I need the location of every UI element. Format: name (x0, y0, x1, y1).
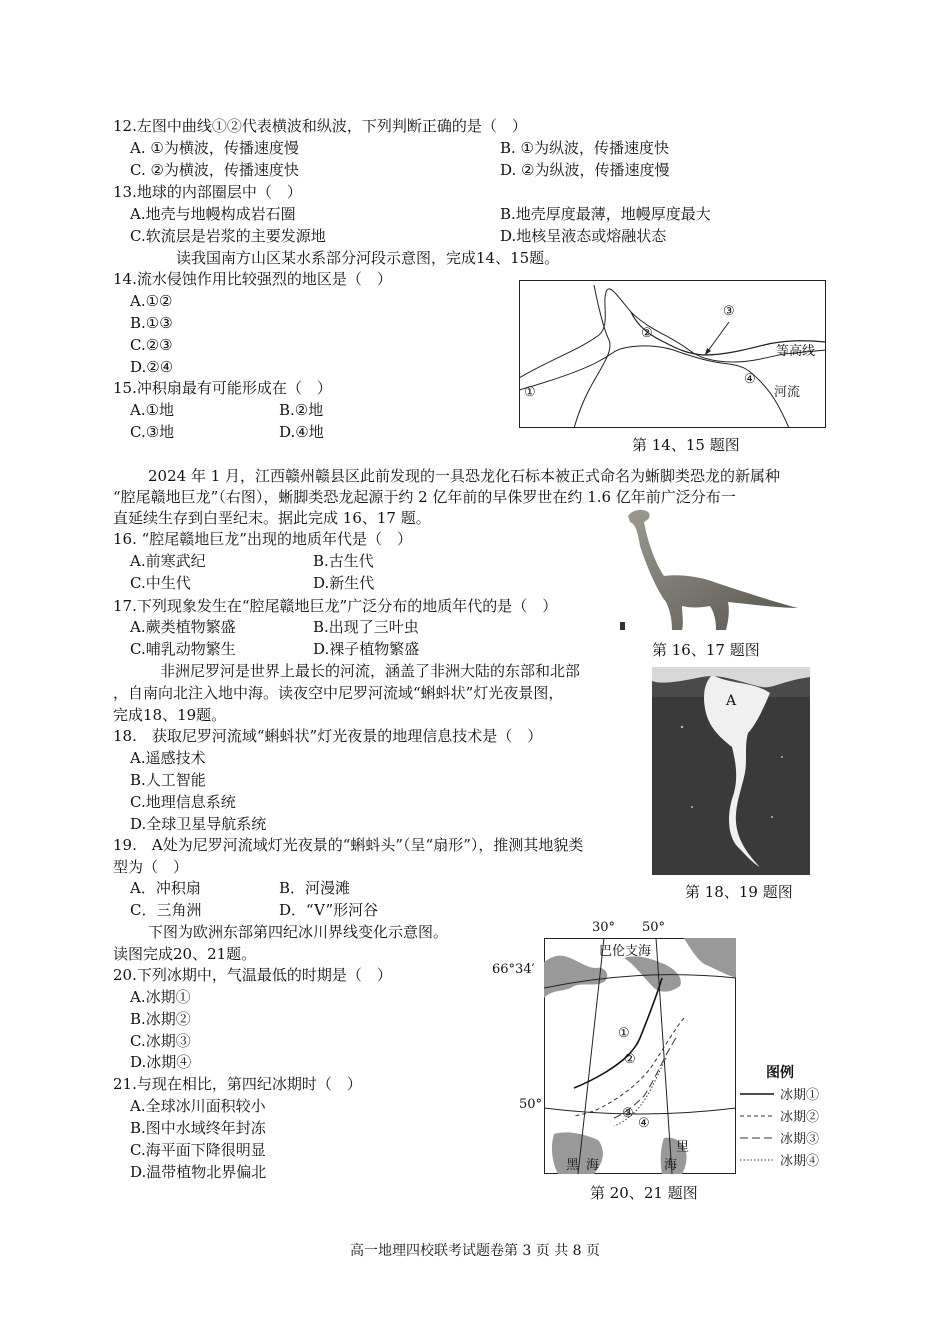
river-marker-4: ④ (744, 372, 756, 387)
q19-stem-line2: 型为（ ） (113, 858, 189, 876)
q20-stem: 20.下列冰期中，气温最低的时期是（ ） (113, 966, 392, 984)
river-caption: 第 14、15 题图 (632, 436, 740, 454)
q12-option-d: D. ②为纵波，传播速度慢 (500, 161, 670, 179)
nile-night-figure (652, 667, 810, 875)
nile-caption: 第 18、19 题图 (685, 883, 793, 901)
glacier-legend-item-2 (740, 1106, 819, 1125)
q13-option-a: A.地壳与地幔构成岩石圈 (130, 205, 296, 223)
glacier-lon-50: 50° (642, 920, 666, 935)
q21-option-a: A.全球冰川面积较小 (130, 1097, 266, 1115)
glacier-marker-2: ② (624, 1052, 636, 1067)
q17-option-a: A.蕨类植物繁盛 (130, 618, 236, 636)
q15-option-a: A.①地 (130, 401, 175, 419)
q20-option-c: C.冰期③ (130, 1032, 191, 1050)
q20-option-a: A.冰期① (130, 988, 191, 1006)
q13-option-c: C.软流层是岩浆的主要发源地 (130, 227, 326, 245)
river-marker-1: ① (524, 385, 536, 400)
dinosaur-caption: 第 16、17 题图 (652, 641, 760, 659)
nile-label-a: A (726, 693, 737, 709)
q21-option-c: C.海平面下降很明显 (130, 1141, 266, 1159)
q14-option-b: B.①③ (130, 314, 173, 332)
q13-stem: 13.地球的内部圈层中（ ） (113, 183, 302, 201)
q14-option-c: C.②③ (130, 336, 173, 354)
dinosaur-illustration (618, 504, 800, 632)
glacier-legend-label-1: 冰期① (780, 1088, 820, 1103)
q19-option-c: C．三角洲 (130, 901, 202, 919)
legend-solid-line-icon (740, 1090, 774, 1098)
q16-option-d: D.新生代 (313, 574, 375, 592)
q19-option-d: D．“V”形河谷 (279, 901, 379, 919)
q12-option-b: B. ①为纵波，传播速度快 (500, 139, 670, 157)
q18-option-c: C.地理信息系统 (130, 793, 236, 811)
glacier-label-caspian-1: 里 (676, 1140, 690, 1155)
glacier-lat-66: 66°34′ (492, 962, 535, 977)
glacier-label-black-2: 海 (586, 1158, 600, 1173)
glacier-label-barents: 巴伦支海 (599, 944, 652, 959)
q18-option-a: A.遥感技术 (130, 749, 206, 767)
q13-option-b: B.地壳厚度最薄，地幔厚度最大 (500, 205, 711, 223)
q19-stem-line1: 19. A处为尼罗河流域灯光夜景的“蝌蚪头”（呈“扇形”），推测其地貌类 (113, 836, 584, 854)
intro-18-19-line1: 非洲尼罗河是世界上最长的河流，涵盖了非洲大陆的东部和北部 (160, 662, 581, 680)
intro-20-21-line2: 读图完成20、21题。 (113, 945, 257, 963)
page-footer: 高一地理四校联考试题卷第 3 页 共 8 页 (349, 1243, 601, 1259)
q14-option-a: A.①② (130, 292, 173, 310)
q17-option-c: C.哺乳动物繁生 (130, 640, 236, 658)
glacier-legend-item-4 (740, 1150, 819, 1169)
glacier-legend-item-1 (740, 1084, 819, 1103)
q21-option-d: D.温带植物北界偏北 (130, 1163, 267, 1181)
q16-stem: 16. “腔尾赣地巨龙”出现的地质年代是（ ） (113, 530, 412, 548)
river-figure (519, 280, 826, 428)
q18-stem: 18. 获取尼罗河流域“蝌蚪状”灯光夜景的地理信息技术是（ ） (113, 727, 543, 745)
q12-stem: 12.左图中曲线①②代表横波和纵波，下列判断正确的是（ ） (113, 117, 527, 135)
q17-stem: 17.下列现象发生在“腔尾赣地巨龙”广泛分布的地质年代的是（ ） (113, 597, 558, 615)
q15-stem: 15.冲积扇最有可能形成在（ ） (113, 379, 332, 397)
q12-option-a: A. ①为横波，传播速度慢 (130, 139, 299, 157)
glacier-lat-50: 50° (519, 1097, 543, 1112)
q14-option-d: D.②④ (130, 358, 174, 376)
river-label: 河流 (774, 385, 801, 400)
q15-option-c: C.③地 (130, 423, 175, 441)
q15-option-b: B.②地 (279, 401, 324, 419)
q18-option-d: D.全球卫星导航系统 (130, 815, 267, 833)
legend-dotted-line-icon (740, 1156, 774, 1164)
glacier-map-figure (544, 938, 736, 1174)
glacier-legend-label-3: 冰期③ (780, 1132, 820, 1147)
q21-stem: 21.与现在相比，第四纪冰期时（ ） (113, 1075, 362, 1093)
q16-option-a: A.前寒武纪 (130, 552, 206, 570)
glacier-lon-30: 30° (592, 920, 616, 935)
q14-stem: 14.流水侵蚀作用比较强烈的地区是（ ） (113, 270, 392, 288)
glacier-marker-1: ① (618, 1026, 630, 1041)
legend-long-dash-line-icon (740, 1134, 774, 1142)
q15-option-d: D.④地 (279, 423, 324, 441)
intro-16-17-line3: 直延续生存到白垩纪末。据此完成 16、17 题。 (113, 509, 431, 527)
q21-option-b: B.图中水域终年封冻 (130, 1119, 266, 1137)
glacier-legend-label-2: 冰期② (780, 1110, 820, 1125)
glacier-legend-item-3 (740, 1128, 819, 1147)
glacier-marker-4: ④ (638, 1116, 650, 1131)
intro-18-19-line2: ，自南向北注入地中海。读夜空中尼罗河流域“蝌蚪状”灯光夜景图， (113, 684, 564, 702)
q16-option-b: B.古生代 (313, 552, 374, 570)
glacier-label-caspian-2: 海 (664, 1158, 678, 1173)
river-marker-2: ② (641, 326, 653, 341)
q16-option-c: C.中生代 (130, 574, 191, 592)
intro-16-17-line2: “腔尾赣地巨龙”（右图），蜥脚类恐龙起源于约 2 亿年前的早侏罗世在约 1.6 亿年前广泛分布一 (113, 488, 736, 506)
q17-option-b: B.出现了三叶虫 (313, 618, 419, 636)
contour-label: 等高线 (776, 344, 816, 359)
q17-option-d: D.裸子植物繁盛 (313, 640, 420, 658)
intro-20-21-line1: 下图为欧洲东部第四纪冰川界线变化示意图。 (148, 923, 449, 941)
intro-16-17-line1: 2024 年 1 月，江西赣州赣县区此前发现的一具恐龙化石标本被正式命名为蜥脚类恐龙的新属种 (148, 467, 781, 485)
q20-option-b: B.冰期② (130, 1010, 191, 1028)
glacier-label-black-1: 黑 (566, 1158, 580, 1173)
glacier-caption: 第 20、21 题图 (590, 1184, 698, 1202)
river-marker-3: ③ (723, 304, 735, 319)
q18-option-b: B.人工智能 (130, 771, 206, 789)
q20-option-d: D.冰期④ (130, 1053, 192, 1071)
q12-option-c: C. ②为横波，传播速度快 (130, 161, 299, 179)
intro-14-15: 读我国南方山区某水系部分河段示意图，完成14、15题。 (176, 249, 560, 267)
legend-dashed-line-icon (740, 1112, 774, 1120)
q19-option-b: B．河漫滩 (279, 879, 351, 897)
dinosaur-figure (618, 504, 800, 632)
glacier-legend-title: 图例 (766, 1065, 794, 1081)
glacier-map (544, 938, 736, 1174)
glacier-legend-label-4: 冰期④ (780, 1154, 820, 1169)
glacier-marker-3: ③ (622, 1106, 634, 1121)
q19-option-a: A．冲积扇 (130, 879, 201, 897)
q13-option-d: D.地核呈液态或熔融状态 (500, 227, 667, 245)
intro-18-19-line3: 完成18、19题。 (113, 706, 227, 724)
